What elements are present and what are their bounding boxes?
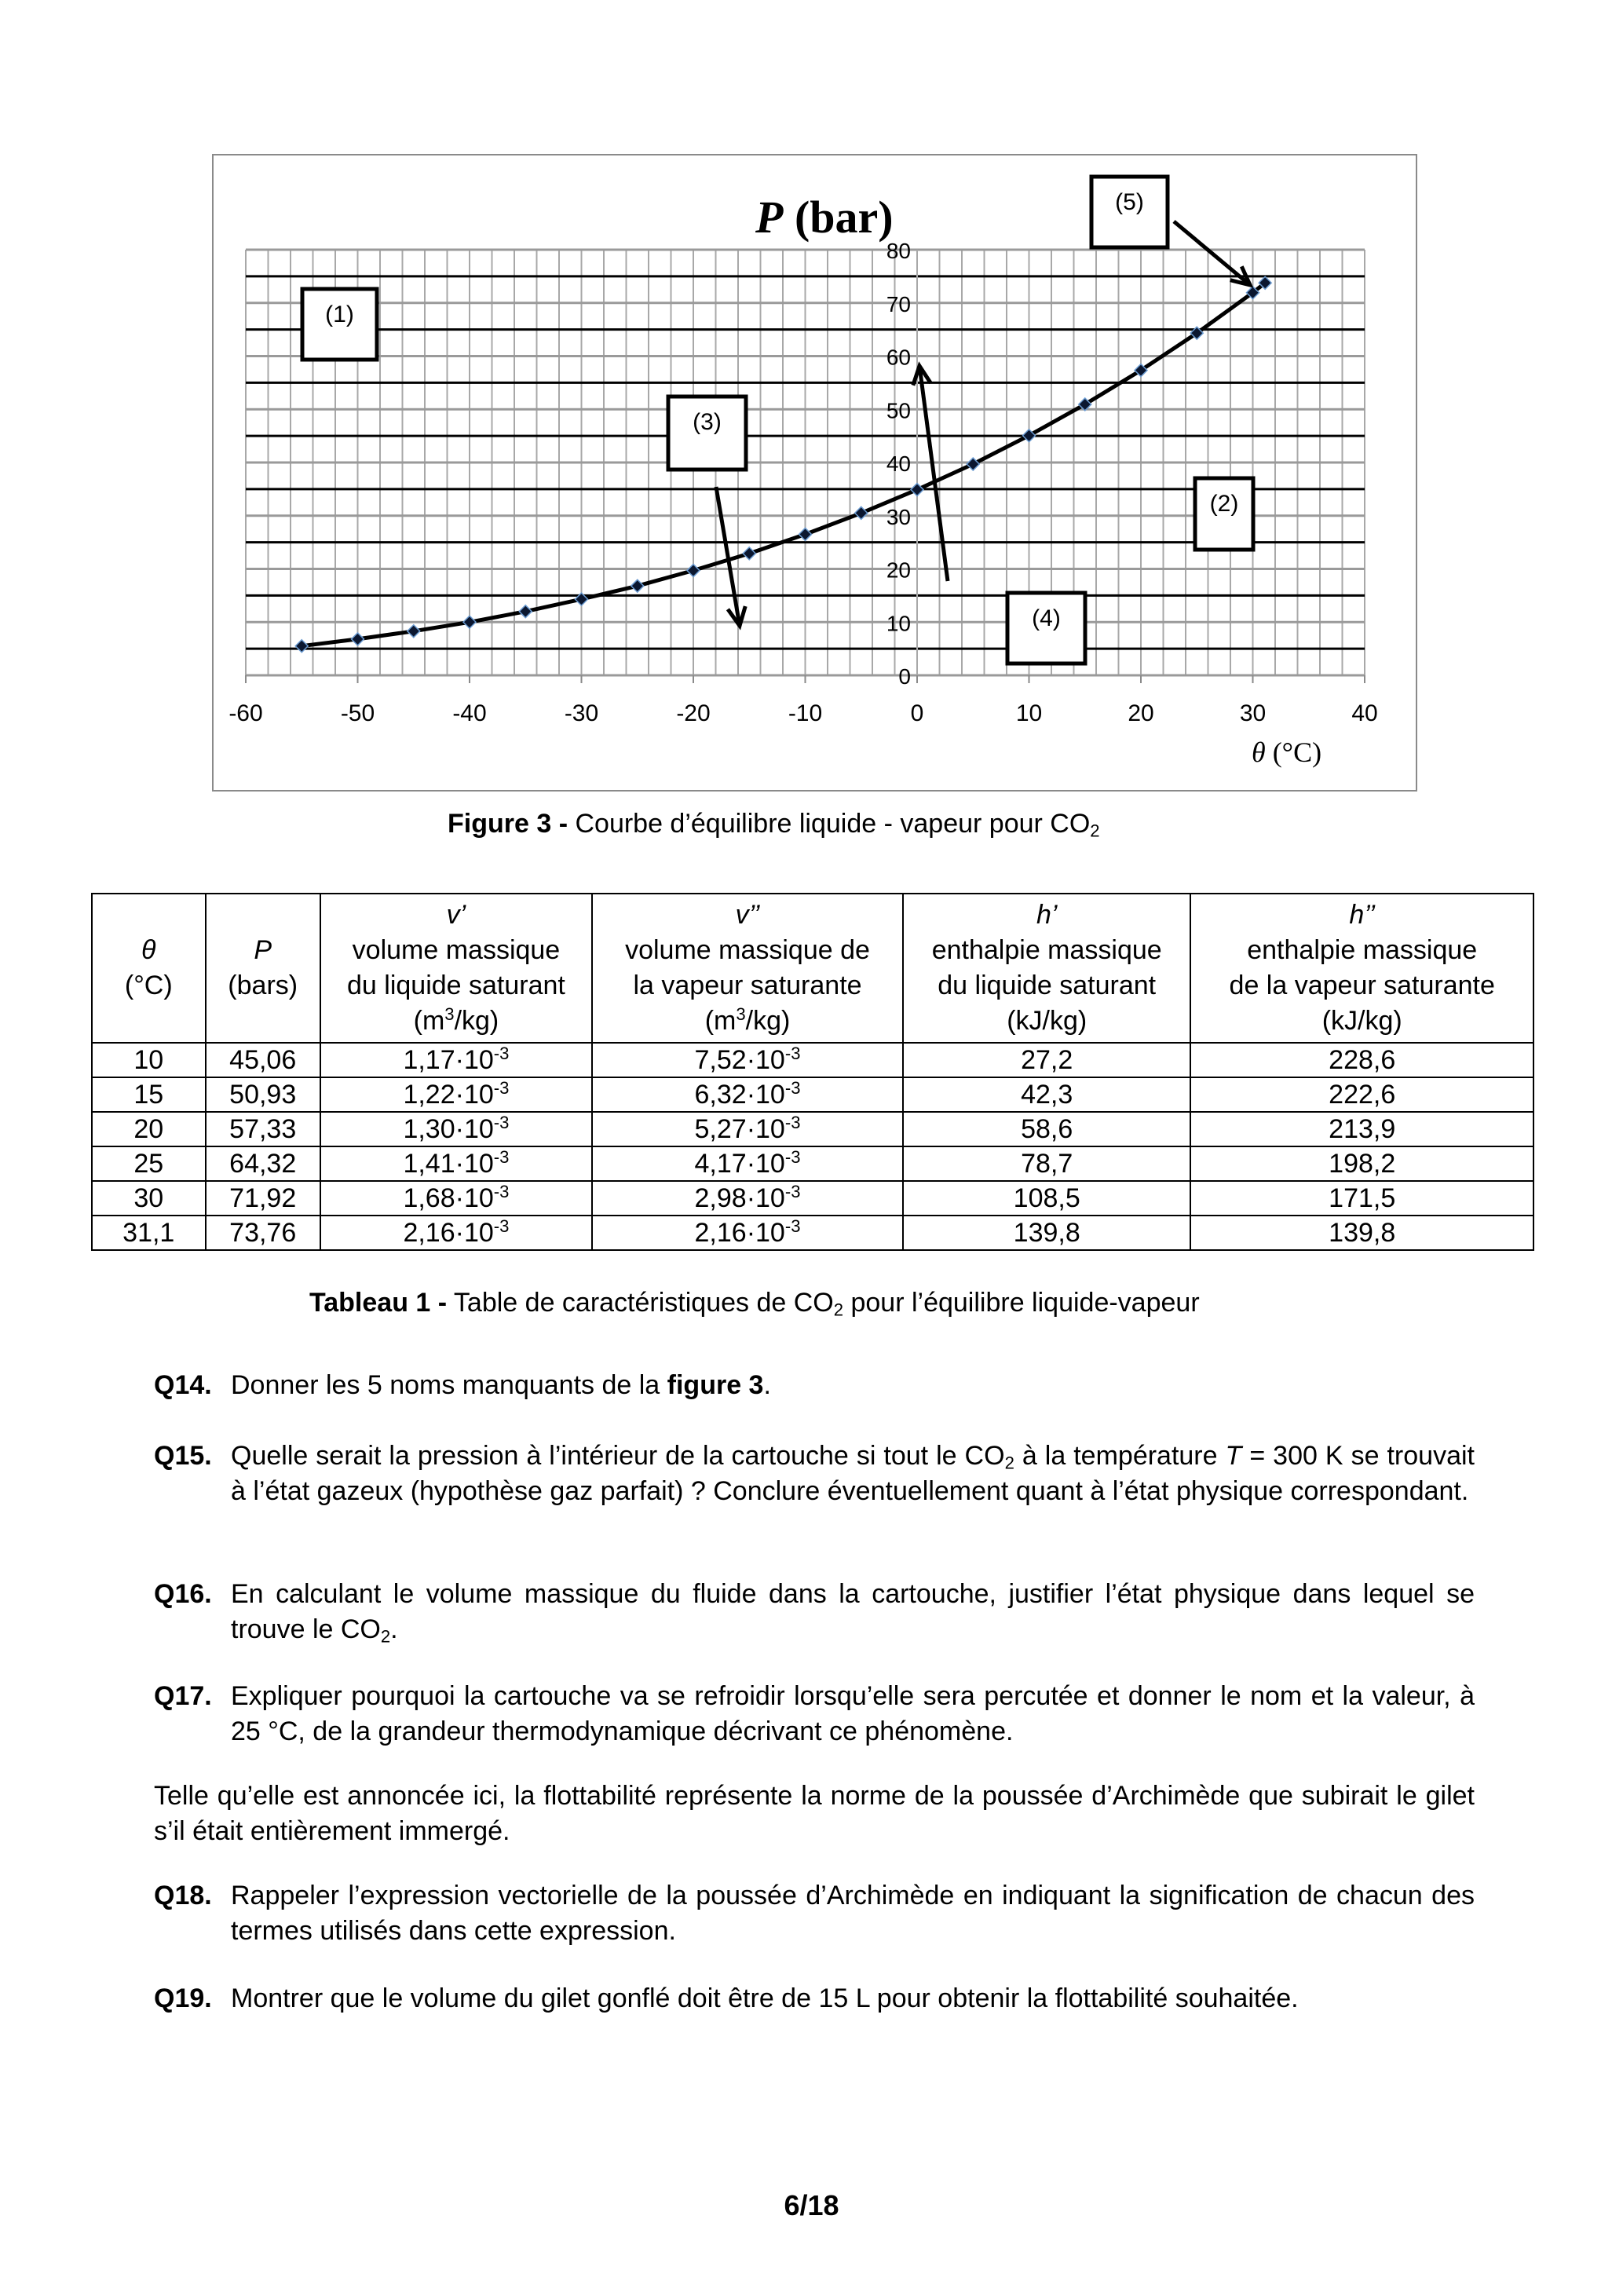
x-tick-label: 0	[910, 700, 924, 726]
svg-text:(2): (2)	[1209, 491, 1239, 517]
question-number: Q14.	[154, 1370, 212, 1400]
y-tick-label: 60	[886, 345, 911, 370]
callout-box-1	[302, 289, 377, 360]
svg-text:(1): (1)	[325, 302, 354, 327]
table-cell: $2,16\cdot 10^{-3}$	[592, 1216, 903, 1250]
question-q15	[154, 1439, 1475, 1509]
chart-canvas	[0, 0, 1623, 801]
table-row	[92, 1181, 1533, 1216]
question-q16	[154, 1577, 1475, 1647]
x-tick-label: 20	[1128, 700, 1154, 726]
table-cell: $1,17\cdot 10^{-3}$	[320, 1043, 592, 1077]
table-cell: 78,7	[903, 1146, 1190, 1181]
table-cell: 15	[92, 1077, 206, 1112]
table-row	[92, 1112, 1533, 1146]
y-axis-title: P (bar)	[755, 192, 894, 243]
y-tick-label: 50	[886, 398, 911, 423]
table-cell: 27,2	[903, 1043, 1190, 1077]
table-row	[92, 1043, 1533, 1077]
table-cell: 108,5	[903, 1181, 1190, 1216]
question-q14	[154, 1368, 1475, 1403]
callout-arrows	[716, 221, 1250, 626]
question-q17	[154, 1679, 1475, 1749]
column-header: θ (°C)	[92, 894, 206, 1043]
callout-box-5	[1091, 177, 1168, 247]
svg-text:(4): (4)	[1032, 605, 1061, 631]
x-tick-label: -40	[452, 700, 487, 726]
table-cell: 228,6	[1190, 1043, 1533, 1077]
svg-text:(5): (5)	[1115, 189, 1144, 215]
x-tick-label: -20	[676, 700, 711, 726]
question-number: Q16.	[154, 1579, 212, 1609]
question-text: Quelle serait la pression à l’intérieur de la cartouche si tout le $CO_2$ à la température T = 300 K se trouvait à l’état gazeux (hypothèse gaz parfait) ? Conclure éventuellement quant à l’état physique correspondant.	[231, 1441, 1475, 1506]
data-point-marker	[519, 605, 532, 618]
svg-text:(3): (3)	[693, 409, 722, 435]
table-cell: 71,92	[206, 1181, 320, 1216]
x-tick-label: 30	[1239, 700, 1267, 726]
table-cell: $5,27\cdot 10^{-3}$	[592, 1112, 903, 1146]
table-cell: 58,6	[903, 1112, 1190, 1146]
data-point-marker	[687, 565, 700, 577]
table-cell: 45,06	[206, 1043, 320, 1077]
y-tick-label: 40	[886, 452, 911, 476]
question-text: En calculant le volume massique du fluide dans la cartouche, justifier l’état physique dans lequel se trouve le $CO_2$.	[231, 1579, 1475, 1647]
question-number: Q15.	[154, 1441, 212, 1471]
table-cell: $2,98\cdot 10^{-3}$	[592, 1181, 903, 1216]
table-cell: 64,32	[206, 1146, 320, 1181]
data-point-marker	[463, 616, 476, 628]
table-row	[92, 1146, 1533, 1181]
x-tick-label: -30	[564, 700, 599, 726]
column-header: h’ enthalpie massique du liquide saturant (kJ/kg)	[903, 894, 1190, 1043]
table-cell: 31,1	[92, 1216, 206, 1250]
x-tick-label: 40	[1351, 700, 1378, 726]
question-text: Montrer que le volume du gilet gonflé doit être de 15 L pour obtenir la flottabilité souhaitée.	[231, 1983, 1299, 2013]
table-row	[92, 1077, 1533, 1112]
table-cell: $4,17\cdot 10^{-3}$	[592, 1146, 903, 1181]
data-point-marker	[855, 506, 868, 519]
callout-box-4	[1007, 593, 1085, 664]
table-cell: $2,16\cdot 10^{-3}$	[320, 1216, 592, 1250]
x-tick-label: 10	[1015, 700, 1043, 726]
table-body	[92, 1043, 1533, 1250]
table-cell: 171,5	[1190, 1181, 1533, 1216]
question-text: Donner les 5 noms manquants de la figure 3.	[231, 1370, 771, 1400]
column-header: h’’ enthalpie massique de la vapeur saturante (kJ/kg)	[1190, 894, 1533, 1043]
table-row	[92, 1216, 1533, 1250]
co2-properties-table	[91, 893, 1534, 1251]
column-header: v’’ volume massique de la vapeur saturante $(m^3/kg)$	[592, 894, 903, 1043]
data-point-marker	[631, 579, 644, 592]
data-point-marker	[799, 528, 812, 540]
table-cell: 198,2	[1190, 1146, 1533, 1181]
table-cell: $7,52\cdot 10^{-3}$	[592, 1043, 903, 1077]
table-cell: $1,30\cdot 10^{-3}$	[320, 1112, 592, 1146]
y-tick-label: 10	[886, 611, 911, 636]
table-cell: $1,22\cdot 10^{-3}$	[320, 1077, 592, 1112]
data-point-marker	[352, 633, 364, 645]
y-tick-label: 0	[898, 664, 911, 689]
table-cell: $1,68\cdot 10^{-3}$	[320, 1181, 592, 1216]
table-cell: $1,41\cdot 10^{-3}$	[320, 1146, 592, 1181]
x-tick-label: -50	[340, 700, 375, 726]
callout-4-arrow	[913, 366, 948, 581]
question-text: Rappeler l’expression vectorielle de la poussée d’Archimède en indiquant la signification de chacun des termes utilisés dans cette expression.	[231, 1881, 1475, 1946]
table-cell: 50,93	[206, 1077, 320, 1112]
y-tick-label: 70	[886, 291, 911, 316]
table-cell: $6,32\cdot 10^{-3}$	[592, 1077, 903, 1112]
question-text: Expliquer pourquoi la cartouche va se refroidir lorsqu’elle sera percutée et donner le nom et la valeur, à 25 °C, de la grandeur thermodynamique décrivant ce phénomène.	[231, 1681, 1475, 1746]
table-cell: 73,76	[206, 1216, 320, 1250]
table-caption: Tableau 1 - Table de caractéristiques de $CO_2$ pour l’équilibre liquide-vapeur	[309, 1288, 1200, 1320]
callout-box-2	[1195, 478, 1253, 550]
y-tick-label: 80	[886, 239, 911, 263]
data-point-marker	[743, 547, 755, 560]
table-cell: 25	[92, 1146, 206, 1181]
table-cell: 42,3	[903, 1077, 1190, 1112]
table-cell: 222,6	[1190, 1077, 1533, 1112]
table-cell: 139,8	[1190, 1216, 1533, 1250]
table-header-row	[92, 894, 1533, 1043]
y-tick-label: 20	[886, 558, 911, 583]
question-q18	[154, 1878, 1475, 1949]
question-number: Q19.	[154, 1983, 212, 2013]
archimedes-paragraph: Telle qu’elle est annoncée ici, la flottabilité représente la norme de la poussée d’Archimède que subirait le gilet s’il était entièrement immergé.	[154, 1781, 1475, 1846]
table-cell: 57,33	[206, 1112, 320, 1146]
question-q19	[154, 1981, 1475, 2016]
figure-caption: Figure 3 - Courbe d’équilibre liquide - vapeur pour $CO_2$	[448, 809, 1100, 841]
table-cell: 30	[92, 1181, 206, 1216]
table-cell: 213,9	[1190, 1112, 1533, 1146]
column-header: P (bars)	[206, 894, 320, 1043]
data-point-marker	[911, 484, 923, 496]
data-point-marker	[295, 640, 308, 653]
column-header: v’ volume massique du liquide saturant $(m^3/kg)$	[320, 894, 592, 1043]
x-axis-title: θ (°C)	[1252, 737, 1322, 768]
data-point-marker	[408, 625, 420, 638]
question-number: Q18.	[154, 1881, 212, 1910]
table-cell: 10	[92, 1043, 206, 1077]
table-cell: 139,8	[903, 1216, 1190, 1250]
callout-box-3	[668, 397, 746, 470]
question-number: Q17.	[154, 1681, 212, 1711]
table-cell: 20	[92, 1112, 206, 1146]
chart-grid	[246, 250, 1365, 675]
x-tick-label: -60	[228, 700, 263, 726]
page-number: 6/18	[784, 2189, 839, 2221]
x-tick-label: -10	[788, 700, 823, 726]
y-tick-label: 30	[886, 504, 911, 529]
